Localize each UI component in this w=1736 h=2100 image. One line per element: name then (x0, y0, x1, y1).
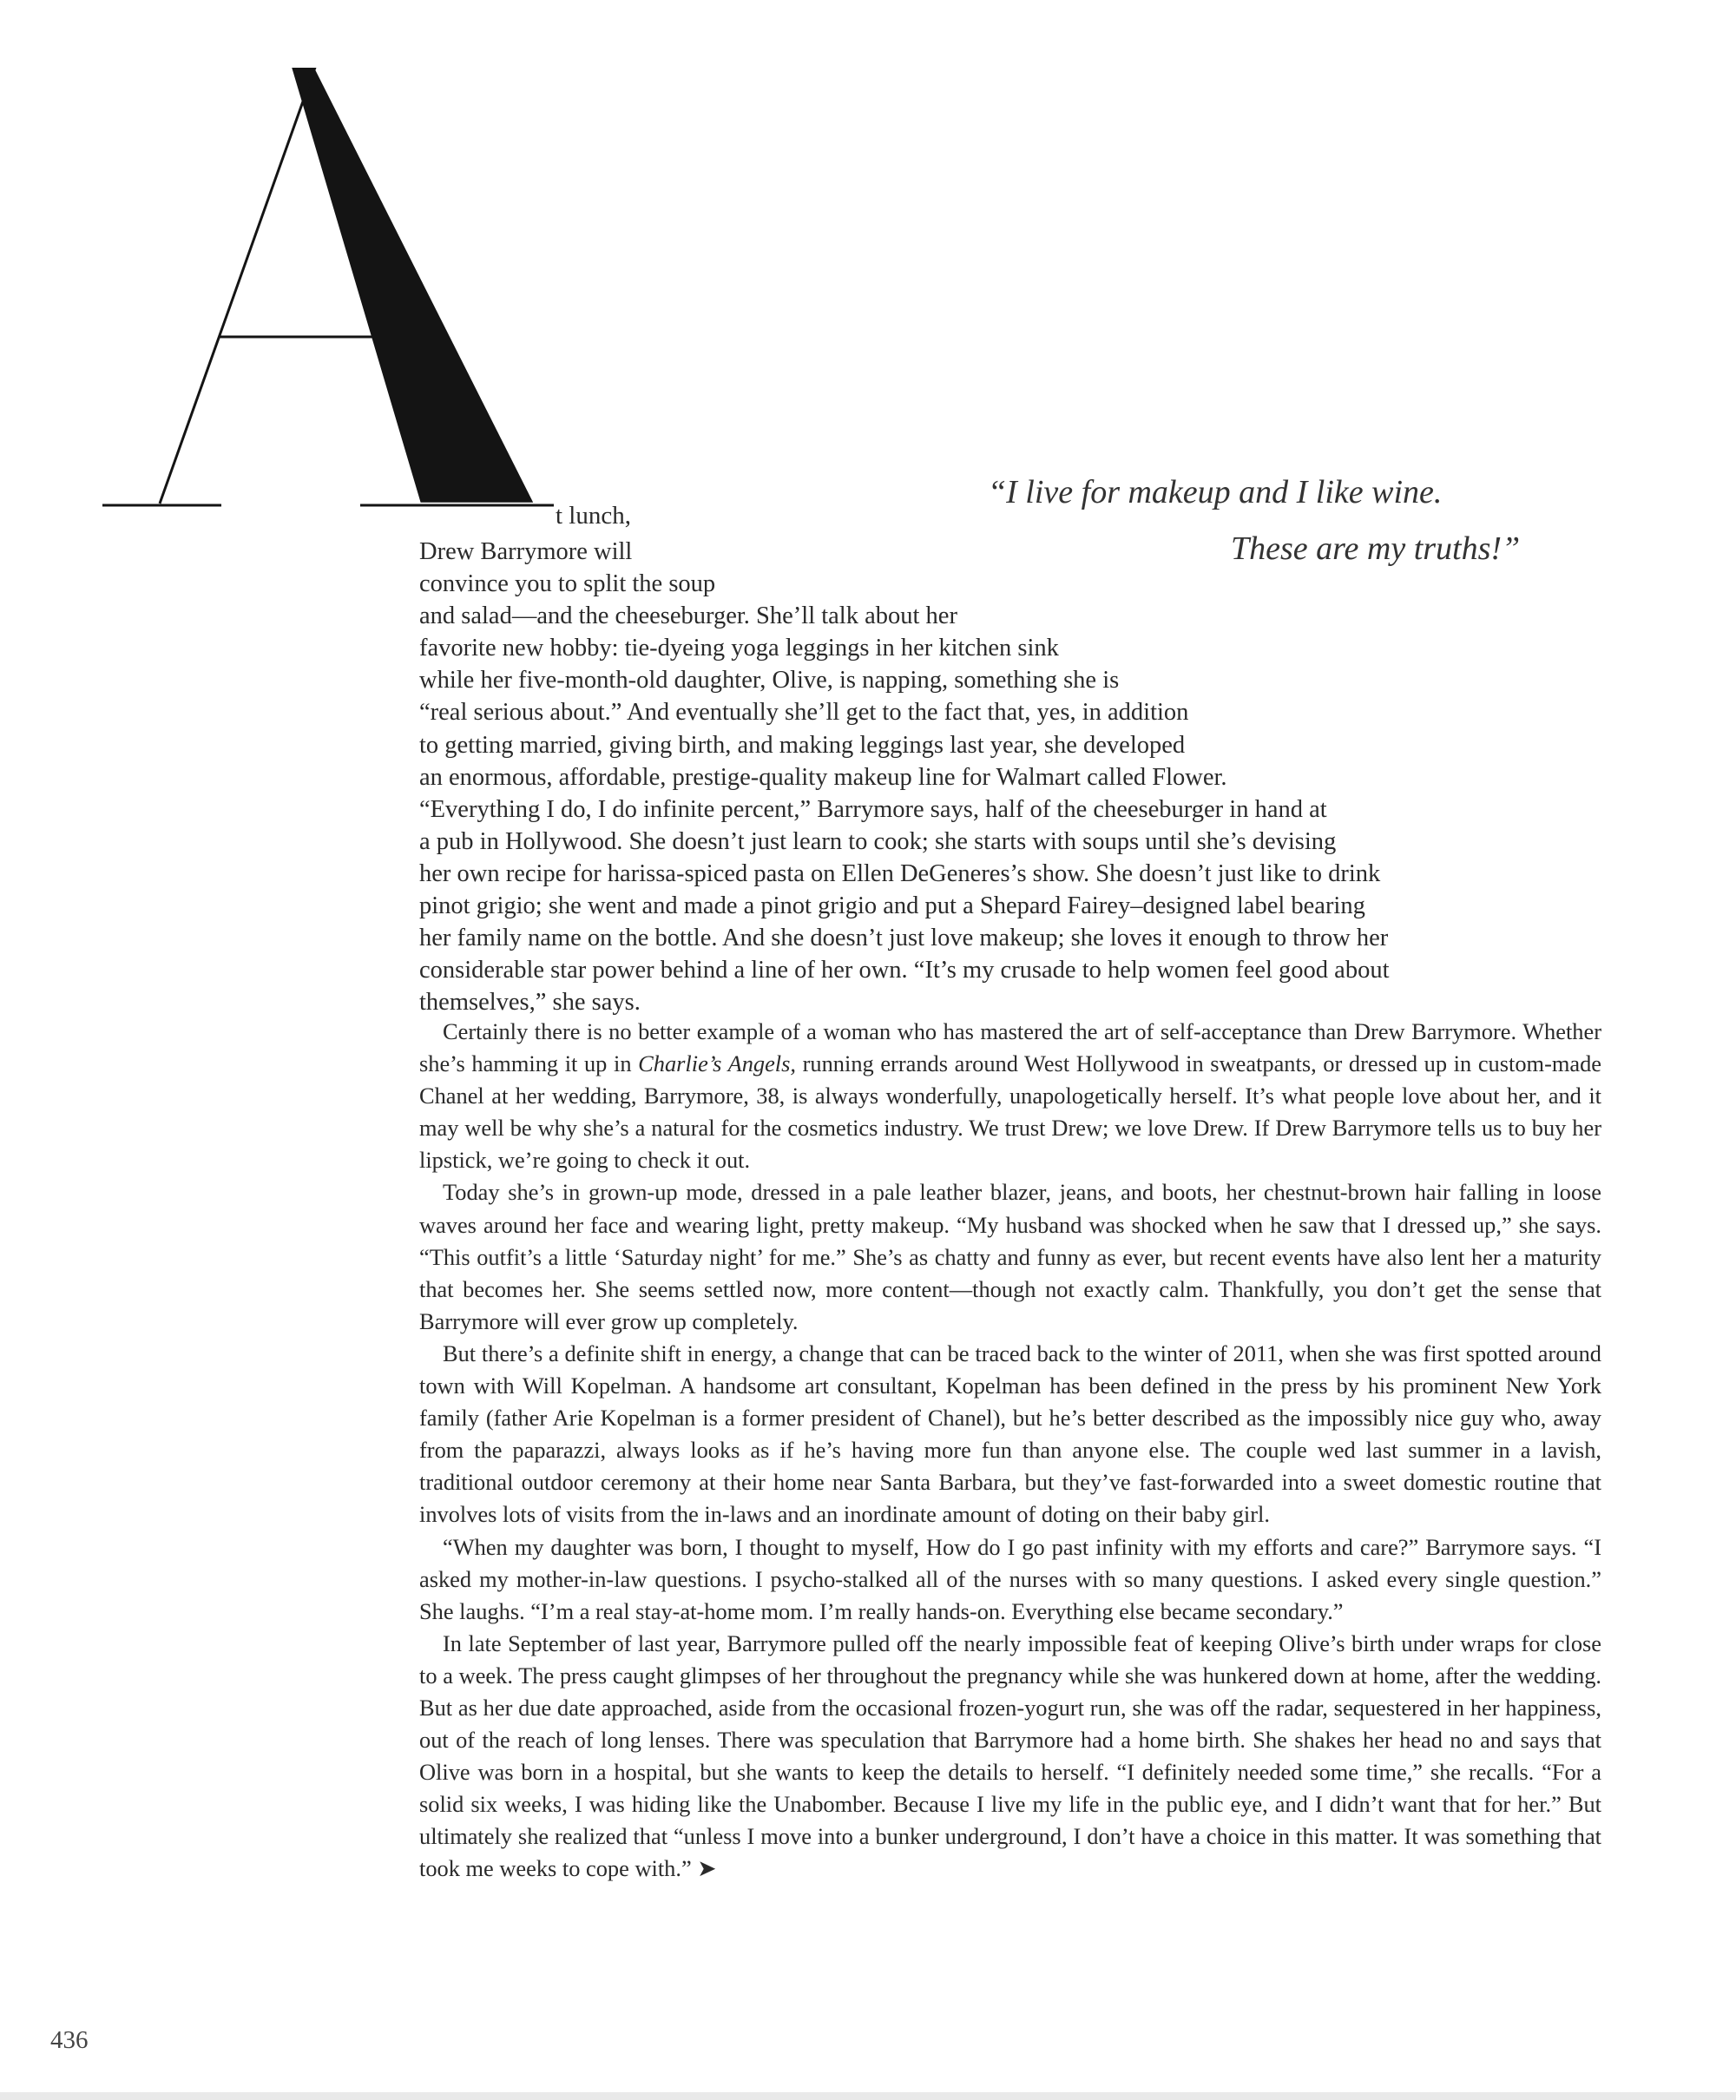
lead-line: her family name on the bottle. And she doesn’t just love makeup; she loves it enough to throw her (419, 925, 1389, 952)
lead-line: her own recipe for harissa-spiced pasta on Ellen DeGeneres’s show. She doesn’t just like to drink (419, 859, 1381, 887)
article-body (419, 1016, 1601, 1886)
body-paragraph-5: In late September of last year, Barrymore pulled off the nearly impossible feat of keeping Olive’s birth under wraps for close to a week. The press caught glimpses of her throughout the pregnancy while she was hunkered down at home, after the wedding. But as her due date approached, aside from the occasional frozen-yogurt run, she was off the radar, sequestered in her happiness, out of the reach of long lenses. There was speculation that Barrymore had a home birth. She shakes her head no and says that Olive was born in a hospital, but she wants to keep the details to herself. “I definitely needed some time,” she recalls. “For a solid six weeks, I was hiding like the Unabomber. Because I live my life in the public eye, and I didn’t want that for her.” But ultimately she realized that “unless I move into a bunker underground, I don’t have a choice in this matter. It was something that took me weeks to cope with.” ➤ (419, 1629, 1601, 1882)
lead-first-line: t lunch, (556, 502, 631, 530)
lead-line: themselves,” she says. (419, 989, 641, 1017)
lead-line: convince you to split the soup (419, 570, 716, 598)
lead-line: considerable star power behind a line of her own. “It’s my crusade to help women feel good about (419, 957, 1390, 984)
lead-line: “real serious about.” And eventually she’ll get to the fact that, yes, in addition (419, 699, 1189, 727)
lead-paragraph (419, 536, 1617, 1018)
lead-line: and salad—and the cheeseburger. She’ll talk about her (419, 602, 957, 630)
drop-cap-letter (102, 68, 554, 519)
lead-line: Drew Barrymore will (419, 538, 633, 565)
film-title: Charlie’s Angels, (638, 1050, 797, 1077)
body-paragraph-1: Certainly there is no better example of a woman who has mastered the art of self-acceptance than Drew Barrymore. Whether she’s hamming it up in Charlie’s Angels, running errands around West Hollywood in sweatpants, or dressed up in custom-made Chanel at her wedding, Barrymore, 38, is always wonderfully, unapologetically herself. It’s what people love about her, and it may well be why she’s a natural for the cosmetics industry. We trust Drew; we love Drew. If Drew Barrymore tells us to buy her lipstick, we’re going to check it out. (419, 1018, 1602, 1174)
lead-line: while her five-month-old daughter, Olive, is napping, something she is (419, 667, 1120, 695)
pull-quote-line-2: These are my truths!” (1231, 530, 1521, 567)
body-paragraph-4: “When my daughter was born, I thought to myself, How do I go past infinity with my efforts and care?” Barrymore says. “I asked my mother-in-law questions. I psycho-stalked all of the nurses with so many questions. I asked every single question.” She laughs. “I’m a real stay-at-home mom. I’m really hands-on. Everything else became secondary.” (419, 1533, 1601, 1624)
lead-line: favorite new hobby: tie-dyeing yoga leggings in her kitchen sink (419, 635, 1059, 662)
lead-line: a pub in Hollywood. She doesn’t just learn to cook; she starts with soups until she’s devising (419, 827, 1337, 855)
lead-line: to getting married, giving birth, and making leggings last year, she developed (419, 731, 1186, 759)
page-number: 436 (50, 2026, 89, 2054)
lead-line: “Everything I do, I do infinite percent,” Barrymore says, half of the cheeseburger in hand at (419, 795, 1327, 823)
lead-line: pinot grigio; she went and made a pinot grigio and put a Shepard Fairey–designed label bearing (419, 892, 1365, 920)
page-bottom-edge (0, 2092, 1736, 2100)
body-paragraph-3: But there’s a definite shift in energy, a change that can be traced back to the winter of 2011, when she was first spotted around town with Will Kopelman. A handsome art consultant, Kopelman has been defined in the press by his prominent New York family (father Arie Kopelman is a former president of Chanel), but he’s better described as the impossibly nice guy who, away from the paparazzi, always looks as if he’s having more fun than anyone else. The couple wed last summer in a lavish, traditional outdoor ceremony at their home near Santa Barbara, but they’ve fast-forwarded into a sweet domestic routine that involves lots of visits from the in-laws and an inordinate amount of doting on their baby girl. (419, 1340, 1601, 1528)
body-paragraph-2: Today she’s in grown-up mode, dressed in a pale leather blazer, jeans, and boots, her chestnut-brown hair falling in loose waves around her face and wearing light, pretty makeup. “My husband was shocked when he saw that I dressed up,” she says. “This outfit’s a little ‘Saturday night’ for me.” She’s as chatty and funny as ever, but recent events have also lent her a maturity that becomes her. She seems settled now, more content—though not exactly calm. Thankfully, you don’t get the sense that Barrymore will ever grow up completely. (419, 1179, 1601, 1334)
lead-line: an enormous, affordable, prestige-quality makeup line for Walmart called Flower. (419, 763, 1227, 791)
pull-quote-line-1: “I live for makeup and I like wine. (988, 474, 1443, 510)
